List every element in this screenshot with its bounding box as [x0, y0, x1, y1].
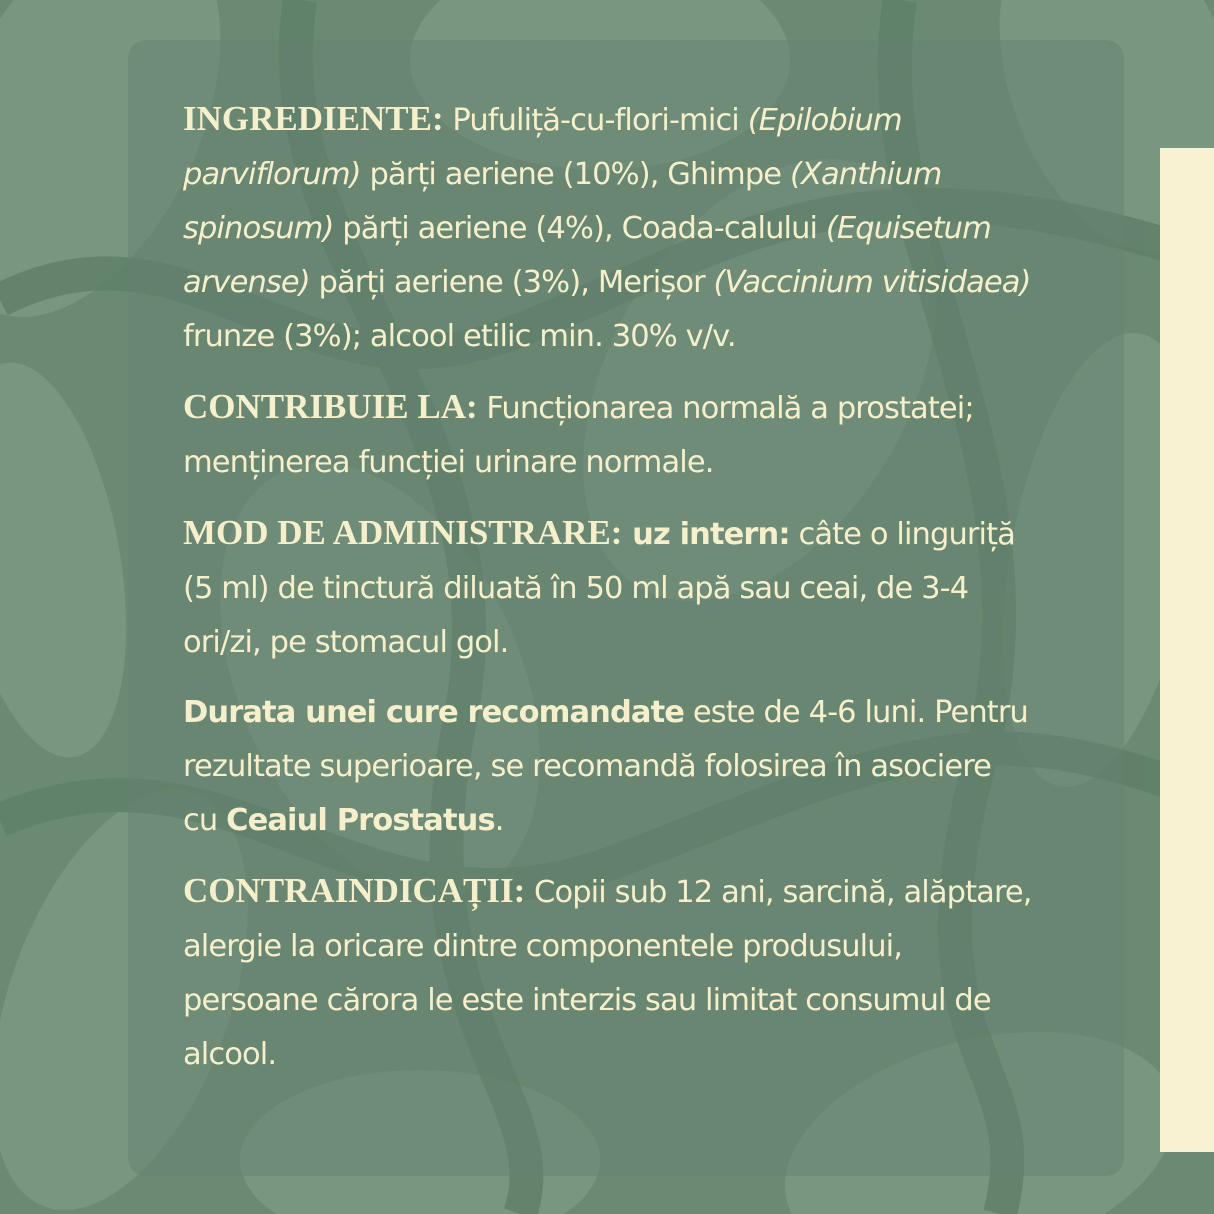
- contraindications-heading: CONTRAINDICAȚII:: [183, 871, 526, 910]
- product-info: [183, 92, 1033, 1098]
- administration-paragraph: MOD DE ADMINISTRARE: uz intern: câte o linguriță (5 ml) de tinctură diluată în 50 ml apă sau ceai, de 3-4 ori/zi, pe stomacul gol.: [183, 513, 1015, 660]
- side-strip: [1160, 148, 1214, 1152]
- duration-paragraph: Durata unei cure recomandate este de 4-6 luni. Pentru rezultate superioare, se recomandă folosirea în asociere cu Ceaiul Prostatus.: [183, 695, 1028, 838]
- ingredients-paragraph: INGREDIENTE: Pufuliță-cu-flori-mici (Epilobium parviflorum) părți aeriene (10%), Ghimpe (Xanthium spinosum) părți aeriene (4%), Coada-calului (Equisetum arvense) părți aeriene (3%), Merișor (Vaccinium vitisidaea) frunze (3%); alcool etilic min. 30% v/v.: [183, 99, 1031, 354]
- tea-product-name: Ceaiul Prostatus: [226, 803, 495, 838]
- contribution-paragraph: CONTRIBUIE LA: Funcționarea normală a prostatei; menținerea funcției urinare normale.: [183, 387, 974, 480]
- ingredients-heading: INGREDIENTE:: [183, 99, 444, 138]
- contraindications-paragraph: CONTRAINDICAȚII: Copii sub 12 ani, sarcină, alăptare, alergie la oricare dintre componentele produsului, persoane cărora le este interzis sau limitat consumul de alcool.: [183, 871, 1032, 1072]
- contribution-heading: CONTRIBUIE LA:: [183, 387, 478, 426]
- administration-heading: MOD DE ADMINISTRARE:: [183, 513, 623, 552]
